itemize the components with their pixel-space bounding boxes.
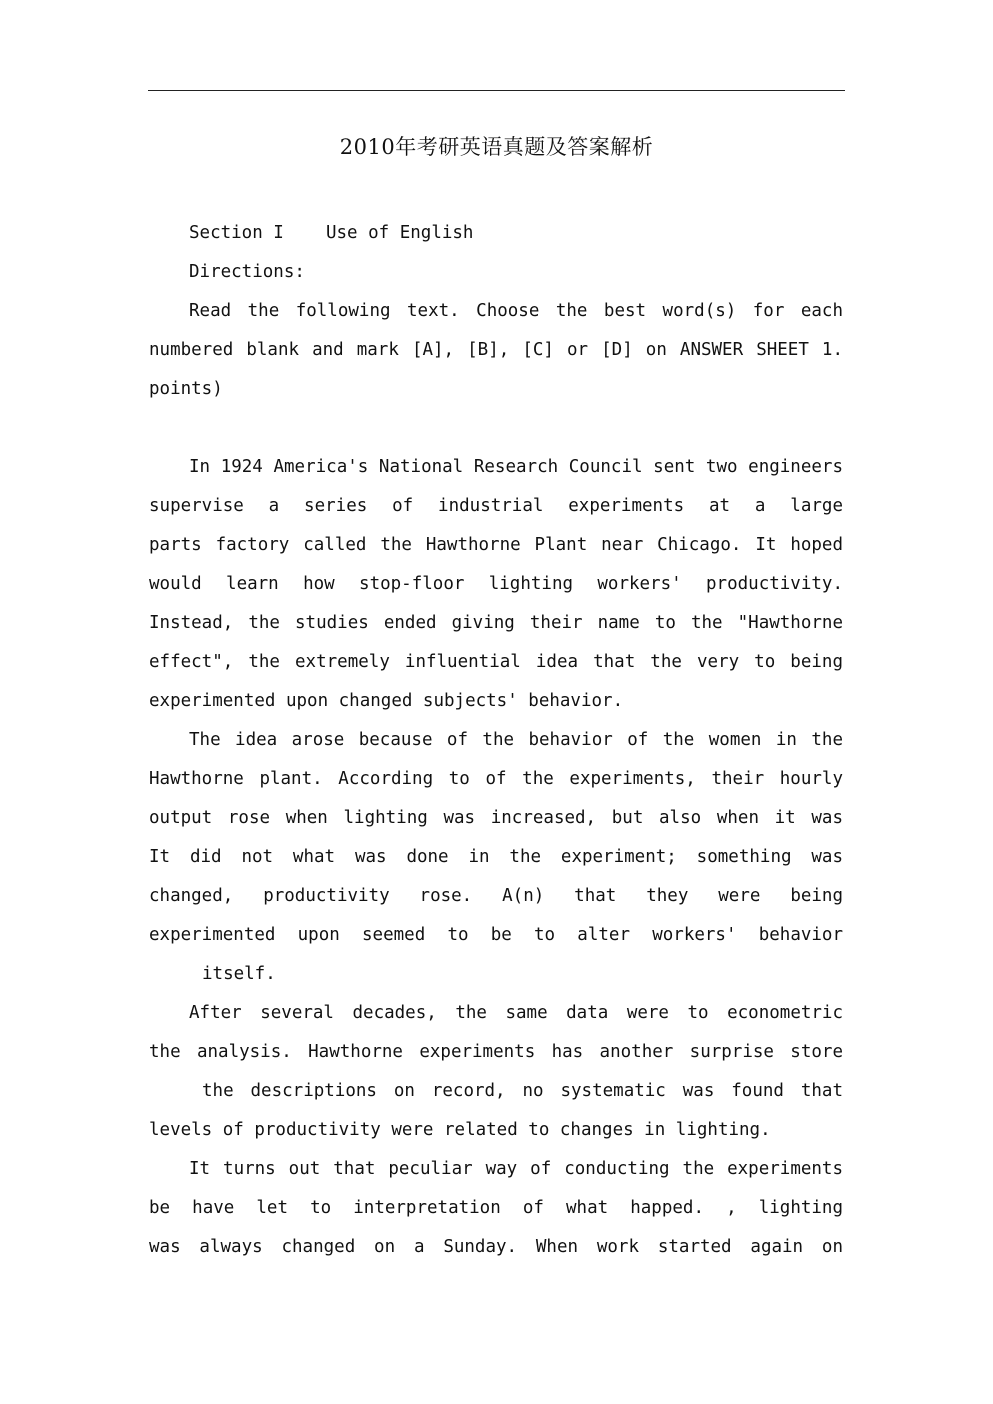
document-title: 2010年考研英语真题及答案解析 [339, 135, 654, 159]
passage-line: experimented upon changed subjects' behavior. [149, 691, 624, 711]
passage-line: It did not what was done in the experiment; something was [149, 847, 843, 867]
passage-line: supervise a series of industrial experiments at a large [149, 496, 843, 516]
passage-line: Instead, the studies ended giving their name to the "Hawthorne [149, 613, 843, 633]
passage-line: In 1924 America's National Research Council sent two engineers [189, 457, 843, 477]
passage-line: parts factory called the Hawthorne Plant near Chicago. It hoped [149, 535, 843, 555]
section-heading: Section I Use of English [189, 223, 474, 243]
instructions-line: points) [149, 379, 223, 399]
passage-line: be have let to interpretation of what happed. , lighting [149, 1198, 843, 1218]
passage-line: Hawthorne plant. According to of the experiments, their hourly [149, 769, 843, 789]
passage-line: output rose when lighting was increased, but also when it was [149, 808, 843, 828]
directions-label: Directions: [189, 262, 305, 282]
passage-line: effect", the extremely influential idea that the very to being [149, 652, 843, 672]
passage-line: The idea arose because of the behavior of the women in the [189, 730, 843, 750]
paragraph-spacer [149, 409, 843, 448]
passage-line: experimented upon seemed to be to alter workers' behavior [149, 925, 843, 945]
instructions-line: Read the following text. Choose the best word(s) for each [189, 301, 843, 321]
header-rule [148, 90, 845, 91]
passage-line: the descriptions on record, no systematic was found that [202, 1081, 843, 1101]
passage-line: would learn how stop-floor lighting workers' productivity. [149, 574, 843, 594]
passage-line: It turns out that peculiar way of conducting the experiments [189, 1159, 843, 1179]
passage-line: was always changed on a Sunday. When work started again on [149, 1237, 843, 1257]
passage-line: levels of productivity were related to changes in lighting. [149, 1120, 771, 1140]
passage-line: the analysis. Hawthorne experiments has another surprise store [149, 1042, 843, 1062]
document-body [149, 214, 843, 1267]
instructions-line: numbered blank and mark [A], [B], [C] or [D] on ANSWER SHEET 1. [149, 340, 843, 360]
passage-line: changed, productivity rose. A(n) that they were being [149, 886, 843, 906]
passage-line: itself. [202, 964, 276, 984]
passage-line: After several decades, the same data were to econometric [189, 1003, 843, 1023]
